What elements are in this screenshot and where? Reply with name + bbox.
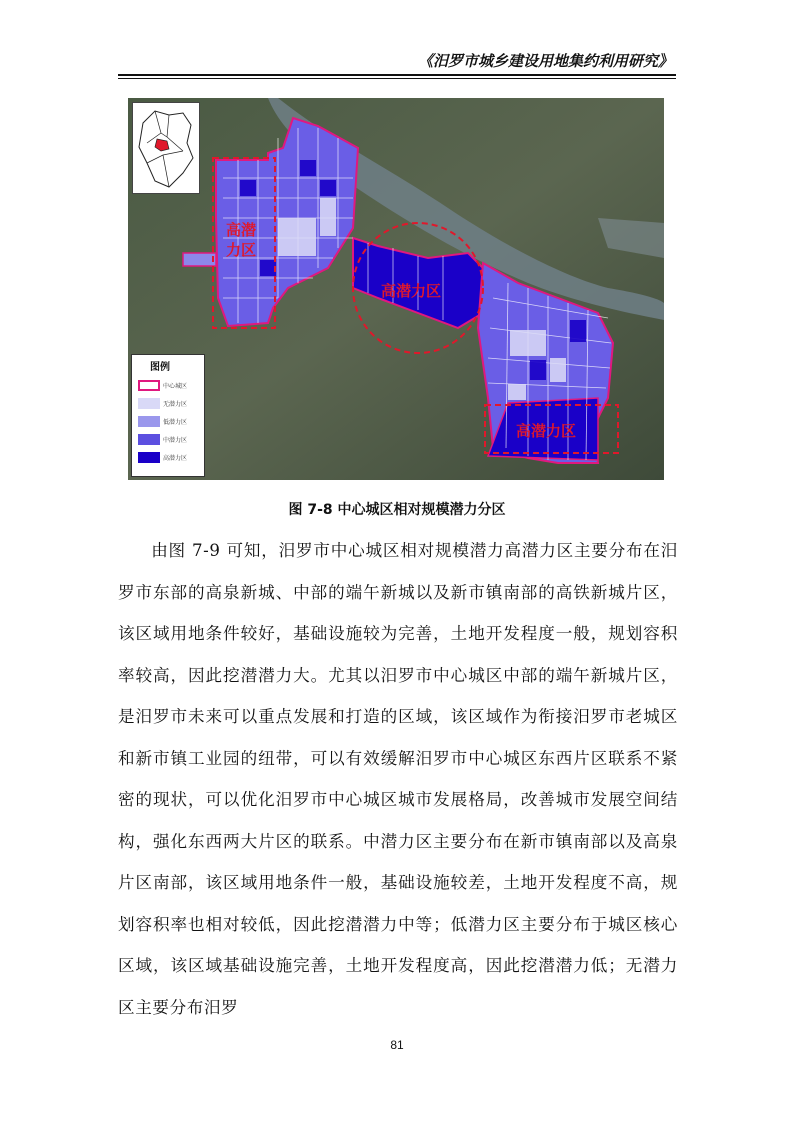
zone-label-south: 高潜力区 bbox=[516, 422, 577, 440]
legend-item-no-potential bbox=[132, 394, 204, 412]
legend-item-medium-potential bbox=[132, 430, 204, 448]
legend-swatch bbox=[138, 398, 160, 409]
legend-swatch bbox=[138, 380, 160, 391]
zone-label-west-line2: 力区 bbox=[226, 241, 257, 259]
legend-label: 高潜力区 bbox=[163, 454, 188, 462]
legend-label: 低潜力区 bbox=[163, 418, 188, 426]
body-paragraph: 由图 7-9 可知，汨罗市中心城区相对规模潜力高潜力区主要分布在汨罗市东部的高泉新城、中部的端午新城以及新市镇南部的高铁新城片区，该区域用地条件较好，基础设施较为完善，土地开发程度一般，规划容积率较高，因此挖潜潜力大。尤其以汨罗市中心城区中部的端午新城片区，是汨罗市未来可以重点发展和打造的区域，该区域作为衔接汨罗市老城区和新市镇工业园的纽带，可以有效缓解汨罗市中心城区东西片区联系不紧密的现状，可以优化汨罗市中心城区城市发展格局，改善城市发展空间结构，强化东西两大片区的联系。中潜力区主要分布在新市镇南部以及高泉片区南部，该区域用地条件一般，基础设施较差，土地开发程度不高，规划容积率也相对较低，因此挖潜潜力中等；低潜力区主要分布于城区核心区域，该区域基础设施完善，土地开发程度高，因此挖潜潜力低；无潜力区主要分布汨罗 bbox=[118, 541, 678, 1017]
legend-title: 图例 bbox=[150, 362, 170, 373]
legend-swatch bbox=[138, 452, 160, 463]
legend-item-center-area bbox=[132, 376, 204, 394]
header-rule-thin bbox=[118, 78, 676, 79]
figure-caption: 图 7-8 中心城区相对规模潜力分区 bbox=[288, 502, 506, 518]
body-text bbox=[118, 530, 678, 1028]
running-header: 《汨罗市城乡建设用地集约利用研究》 bbox=[417, 52, 673, 70]
map-legend bbox=[131, 354, 205, 477]
legend-label: 中潜力区 bbox=[163, 436, 188, 444]
legend-item-high-potential bbox=[132, 448, 204, 466]
header-rule bbox=[118, 74, 676, 76]
legend-swatch bbox=[138, 416, 160, 427]
zone-label-west-line1: 高潜 bbox=[226, 221, 257, 239]
legend-swatch bbox=[138, 434, 160, 445]
legend-label: 无潜力区 bbox=[163, 400, 188, 408]
legend-item-low-potential bbox=[132, 412, 204, 430]
zone-label-west bbox=[226, 220, 256, 260]
zone-label-center: 高潜力区 bbox=[381, 282, 442, 300]
legend-label: 中心城区 bbox=[163, 382, 188, 390]
potential-zoning-map bbox=[128, 98, 664, 480]
page-number: 81 bbox=[390, 1038, 404, 1052]
location-inset-map bbox=[132, 102, 200, 194]
